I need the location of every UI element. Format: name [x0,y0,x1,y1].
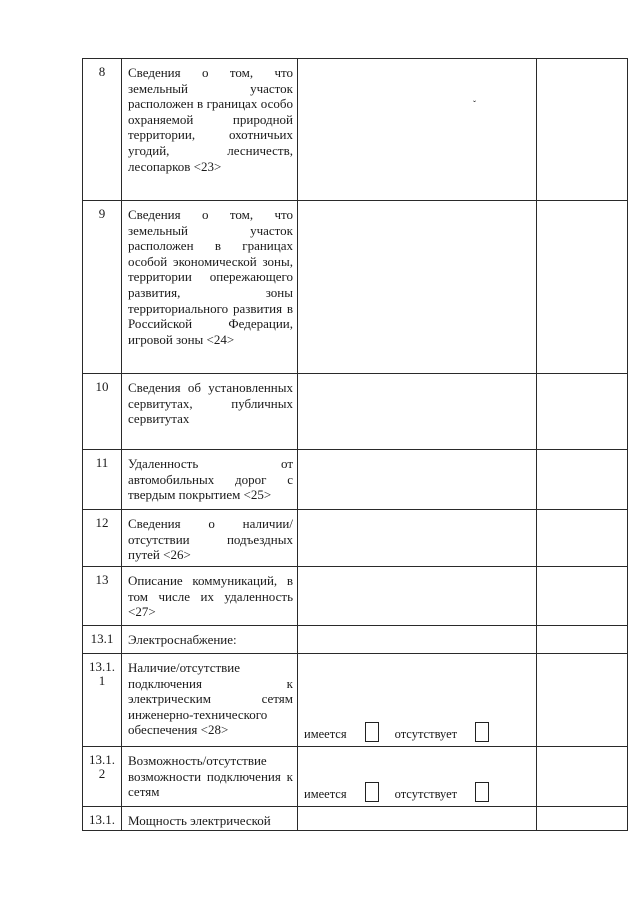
row-number: 11 [83,450,122,510]
value-cell[interactable] [298,374,537,450]
checkbox-group [304,782,505,802]
absent-checkbox[interactable] [475,782,489,802]
row-number: 12 [83,510,122,567]
table-row [83,374,628,450]
possibility-choice-cell [298,747,537,807]
row-number: 13.1. [83,807,122,831]
extra-cell [537,747,628,807]
row-description: Сведения о наличии/отсутствии подъездных путей <26> [122,510,298,567]
table-row [83,567,628,626]
row-description: Возможность/отсутствие возможности подключения к сетям [122,747,298,807]
table-row [83,510,628,567]
table-row [83,59,628,201]
table-row [83,626,628,654]
value-cell[interactable] [298,59,537,201]
row-description: Сведения о том, что земельный участок расположен в границах особо охраняемой природной территории, охотничьих угодий, лесничеств, лесопарков <23> [122,59,298,201]
value-cell[interactable] [298,201,537,374]
absent-label: отсутствует [394,727,458,741]
extra-cell [537,567,628,626]
value-cell[interactable] [298,510,537,567]
value-cell[interactable] [298,567,537,626]
row-description: Сведения об установленных сервитутах, публичных сервитутах [122,374,298,450]
value-cell[interactable] [298,807,537,831]
checkbox-group [304,722,505,742]
extra-cell [537,201,628,374]
row-number: 8 [83,59,122,201]
extra-cell [537,374,628,450]
extra-cell [537,654,628,747]
table-row [83,201,628,374]
table-row [83,807,628,831]
table-row [83,450,628,510]
land-info-table [82,58,628,831]
row-description: Мощность электрической [122,807,298,831]
extra-cell [537,807,628,831]
absent-label: отсутствует [394,787,458,801]
connection-choice-cell [298,654,537,747]
value-cell[interactable] [298,626,537,654]
absent-checkbox[interactable] [475,722,489,742]
extra-cell [537,626,628,654]
row-number: 13.1. 2 [83,747,122,807]
table-row [83,654,628,747]
row-number: 9 [83,201,122,374]
extra-cell [537,510,628,567]
extra-cell [537,450,628,510]
row-description: Электроснабжение: [122,626,298,654]
present-checkbox[interactable] [365,782,379,802]
row-number: 10 [83,374,122,450]
row-number: 13.1. 1 [83,654,122,747]
row-number: 13 [83,567,122,626]
row-description: Удаленность от автомобильных дорог с твердым покрытием <25> [122,450,298,510]
present-label: имеется [304,727,347,741]
row-description: Описание коммуникаций, в том числе их удаленность <27> [122,567,298,626]
present-label: имеется [304,787,347,801]
row-description: Наличие/отсутствие подключения к электрическим сетям инженерно-технического обеспечения <28> [122,654,298,747]
present-checkbox[interactable] [365,722,379,742]
table-row [83,747,628,807]
stray-mark: ˇ [473,99,476,109]
value-cell[interactable] [298,450,537,510]
row-number: 13.1 [83,626,122,654]
row-description: Сведения о том, что земельный участок расположен в границах особой экономической зоны, территории опережающего развития, зоны территориального развития в Российской Федерации, игровой зоны <24> [122,201,298,374]
extra-cell [537,59,628,201]
